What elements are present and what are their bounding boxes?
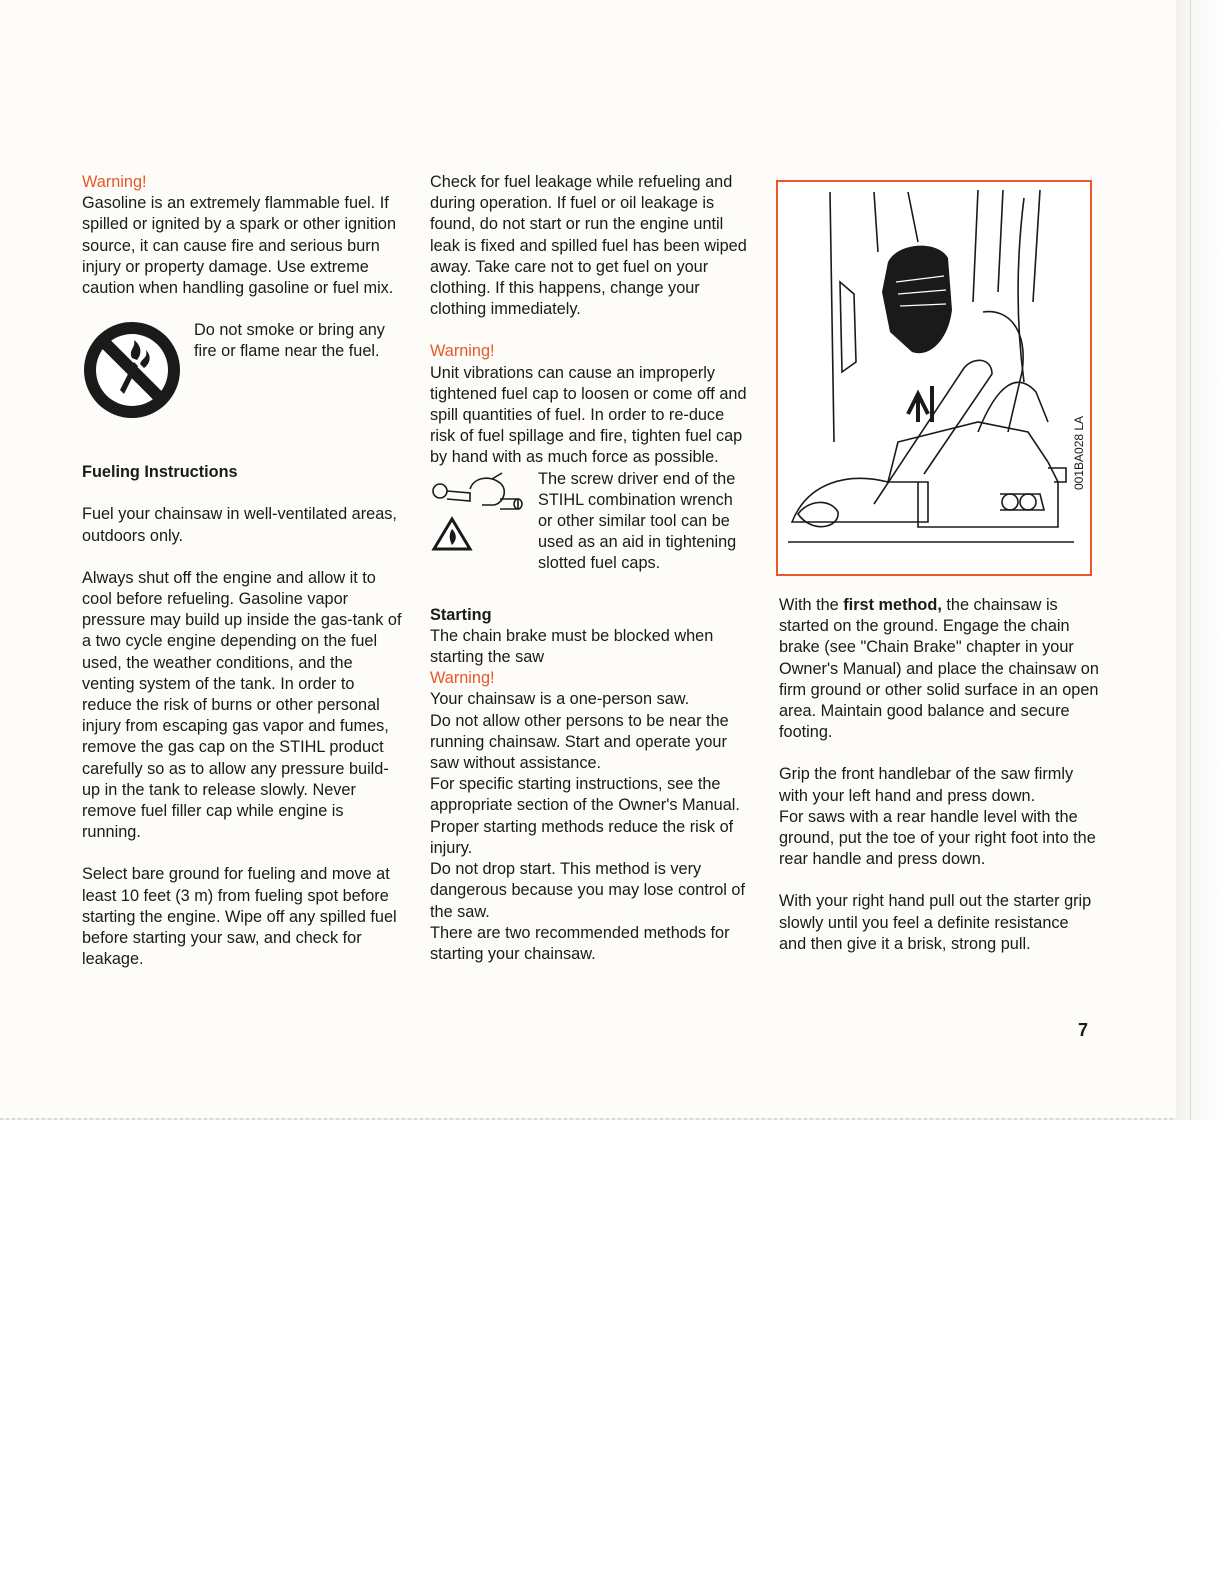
column-right bbox=[779, 595, 1099, 955]
rear-handle-line: For saws with a rear handle level with the ground, put the toe of your right foot into the rear handle and press down. bbox=[779, 807, 1096, 869]
fueling-heading: Fueling Instructions bbox=[82, 463, 238, 482]
fueling-paragraph-3: Select bare ground for fueling and move at least 10 feet (3 m) from fueling spot before starting the engine. Wipe off any spilled fuel before starting your saw, and check for leakage. bbox=[82, 865, 397, 969]
warning-label-2: Warning! bbox=[430, 342, 495, 361]
page-edge bbox=[1176, 0, 1224, 1120]
chainsaw-starting-illustration bbox=[776, 180, 1092, 576]
chainsaw-ground-start-drawing bbox=[778, 182, 1090, 574]
two-methods-line: There are two recommended methods for starting your chainsaw. bbox=[430, 923, 730, 963]
no-other-persons-line: Do not allow other persons to be near the running chainsaw. Start and operate your saw without assistance. bbox=[430, 711, 729, 773]
fuel-cap-warning-text: Unit vibrations can cause an improperly tightened fuel cap to loosen or come off and spill quantities of fuel. In order to re-duce risk of fuel spillage and fire, tighten fuel cap by hand with as much force as possible. bbox=[430, 363, 747, 467]
page-bottom-edge bbox=[0, 1118, 1176, 1120]
fueling-paragraph-1: Fuel your chainsaw in well-ventilated areas, outdoors only. bbox=[82, 505, 397, 545]
first-method-prefix: With the bbox=[779, 596, 844, 614]
figure-code: 001BA028 LA bbox=[1072, 415, 1086, 490]
no-smoking-icon bbox=[82, 320, 182, 420]
column-middle bbox=[430, 172, 750, 965]
drop-start-line: Do not drop start. This method is very dangerous because you may lose control of the saw. bbox=[430, 860, 745, 921]
no-smoking-notice bbox=[82, 320, 402, 420]
fueling-paragraph-2: Always shut off the engine and allow it to cool before refueling. Gasoline vapor pressure may build up inside the gas-tank of a two cycle engine depending on the fuel used, the weather conditions, and the venting system of the tank. In order to reduce the risk of burns or other personal injury from escaping gas vapor and fumes, remove the gas cap on the STIHL product carefully so as to allow any pressure build-up in the tank to release slowly. Never remove fuel filler cap while engine is running. bbox=[82, 568, 402, 842]
warning-label-3: Warning! bbox=[430, 669, 495, 688]
screwdriver-text: The screw driver end of the STIHL combination wrench or other similar tool can be used as an aid in tightening slotted fuel caps. bbox=[538, 469, 737, 573]
no-smoking-text: Do not smoke or bring any fire or flame near the fuel. bbox=[194, 321, 385, 361]
fire-warning-icon bbox=[434, 519, 470, 549]
warning-text: Gasoline is an extremely flammable fuel. If spilled or ignited by a spark or other ignition source, it can cause fire and serious burn injury or property damage. Use extreme caution when handling gasoline or fuel mix. bbox=[82, 194, 397, 298]
warning-label: Warning! bbox=[82, 173, 147, 191]
starting-heading: Starting bbox=[430, 605, 492, 624]
first-method-rest: the chainsaw is started on the ground. Engage the chain brake (see "Chain Brake" chapter in your Owner's Manual) and place the chainsaw on firm ground or other solid surface in an open area. Maintain good balance and secure footing. bbox=[779, 596, 1099, 742]
screwdriver-notice bbox=[430, 469, 750, 575]
first-method-bold: first method, bbox=[843, 596, 942, 614]
first-method-paragraph bbox=[779, 595, 1099, 743]
owners-manual-line: For specific starting instructions, see the appropriate section of the Owner's Manual. Proper starting methods reduce the risk of injury. bbox=[430, 775, 740, 857]
grip-handlebar-line: Grip the front handlebar of the saw firmly with your left hand and press down. bbox=[779, 765, 1074, 805]
leakage-paragraph: Check for fuel leakage while refueling and during operation. If fuel or oil leakage is found, do not start or run the engine until leak is fixed and spilled fuel has been wiped away. Take care not to get fuel on your clothing. If this happens, change your clothing immediately. bbox=[430, 173, 747, 319]
column-left bbox=[82, 172, 402, 970]
starter-grip-paragraph: With your right hand pull out the starter grip slowly until you feel a definite resistance and then give it a brisk, strong pull. bbox=[779, 892, 1092, 953]
page-number: 7 bbox=[1078, 1020, 1089, 1040]
combination-wrench-icon bbox=[430, 469, 538, 553]
one-person-saw-line: Your chainsaw is a one-person saw. bbox=[430, 690, 690, 709]
starting-text: The chain brake must be blocked when starting the saw bbox=[430, 626, 714, 667]
